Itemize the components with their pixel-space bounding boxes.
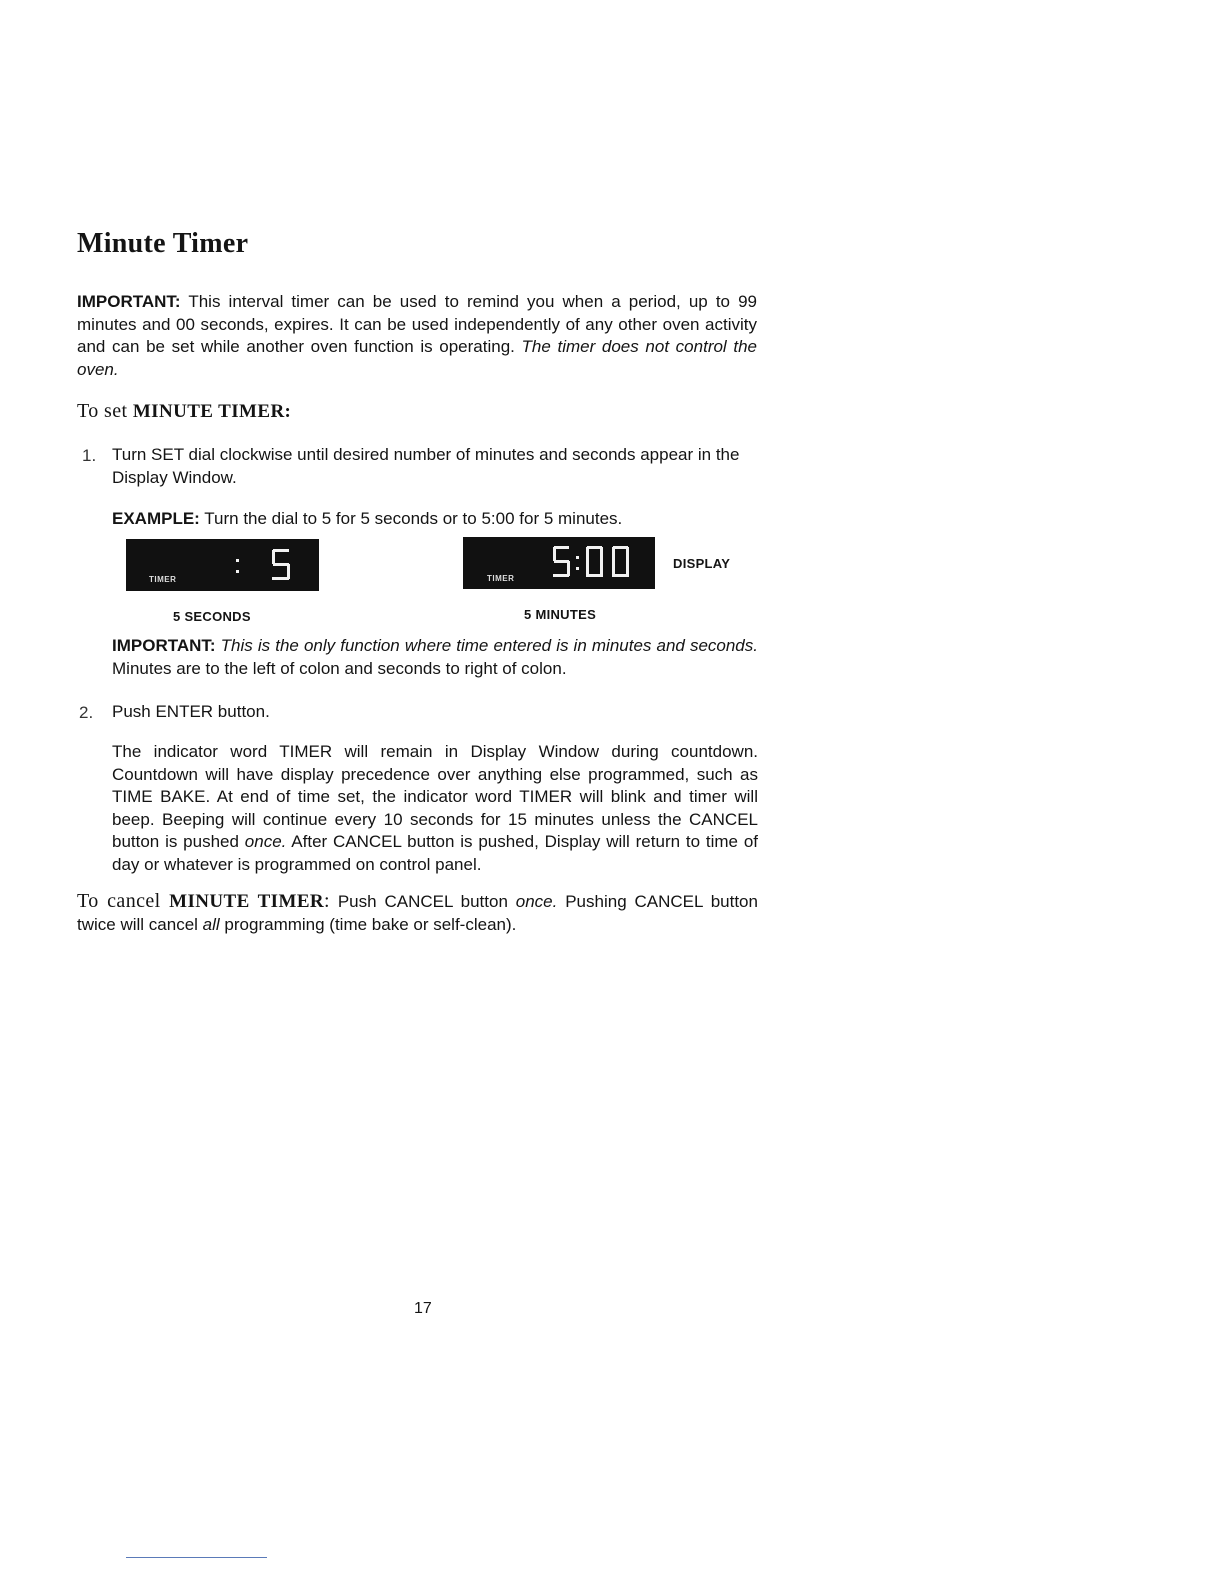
display-label: DISPLAY (673, 556, 731, 571)
caption-5-minutes: 5 MINUTES (524, 607, 597, 622)
cancel-heading: To cancel MINUTE TIMER: (77, 890, 330, 912)
important-text: Minutes are to the left of colon and seconds to right of colon. (112, 658, 567, 678)
display-5-minutes (463, 537, 655, 589)
important-italic: This is the only function where time entered is in minutes and seconds. (220, 636, 758, 655)
example-label: EXAMPLE: (112, 509, 200, 528)
lcd-readout-5-seconds (226, 545, 306, 587)
step-2-number: 2. (79, 703, 94, 722)
important-minutes-seconds (112, 635, 758, 680)
example-line (112, 508, 758, 531)
display-5-seconds (126, 539, 319, 591)
timer-indicator: TIMER (487, 574, 515, 583)
lcd-readout-5-minutes (549, 542, 644, 586)
intro-text: This interval timer can be used to remind you when a period, up to 99 minutes and 00 seconds, expires. It can be used independently of any other oven activity and can be set while another oven function is operating. (77, 292, 757, 356)
caption-5-seconds: 5 SECONDS (173, 609, 251, 624)
set-minute-timer-heading: To set MINUTE TIMER: (77, 400, 292, 422)
important-label: IMPORTANT: (77, 292, 181, 311)
example-text: Turn the dial to 5 for 5 seconds or to 5:00 for 5 minutes. (204, 509, 623, 528)
step-1-text: Turn SET dial clockwise until desired number of minutes and seconds appear in the Display Window. (112, 445, 740, 487)
timer-indicator: TIMER (149, 575, 177, 584)
footer-rule (126, 1557, 267, 1558)
intro-italic-note: The timer does not control the oven. (77, 337, 757, 379)
page-number: 17 (414, 1300, 432, 1317)
important-label: IMPORTANT: (112, 636, 216, 655)
step-2-detail: The indicator word TIMER will remain in Display Window during countdown. Countdown will have display precedence over anything else programmed, such as TIME BAKE. At end of time set, the indicator word TIMER will blink and timer will beep. Beeping will continue every 10 seconds for 15 minutes unless the CANCEL button is pushed once. After CANCEL button is pushed, Display will return to time of day or whatever is programmed on control panel. (112, 742, 758, 874)
page-title: Minute Timer (77, 228, 249, 259)
cancel-paragraph: To cancel MINUTE TIMER: Push CANCEL button once. Pushing CANCEL button twice will cancel all programming (time bake or self-clean). (77, 890, 758, 934)
intro-paragraph (77, 291, 757, 381)
step-1-number: 1. (82, 446, 97, 465)
step-2-text: Push ENTER button. (112, 702, 270, 721)
